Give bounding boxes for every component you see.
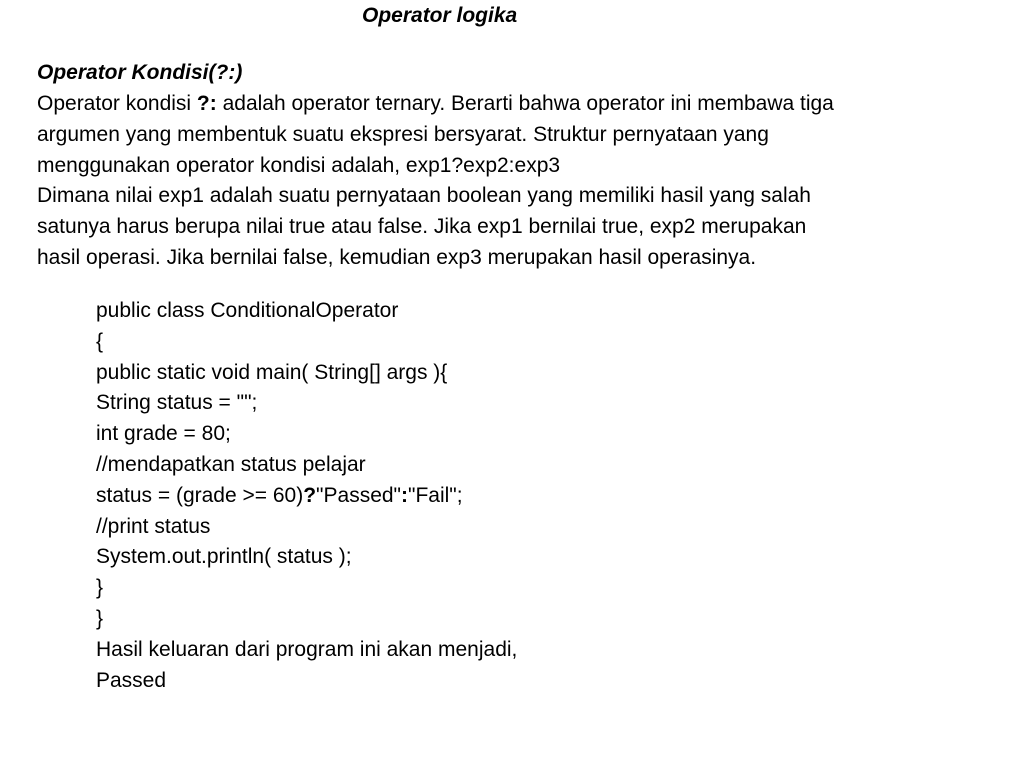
- description-text: adalah operator ternary. Berarti bahwa operator ini membawa tiga: [216, 92, 834, 115]
- slide-title: Operator logika: [362, 4, 518, 27]
- description-text: Operator kondisi: [37, 92, 197, 115]
- description-line-2: argumen yang membentuk suatu ekspresi bersyarat. Struktur pernyataan yang: [37, 122, 769, 146]
- code-line: }: [96, 606, 104, 630]
- description-paragraph: [37, 89, 1017, 274]
- section-heading: Operator Kondisi(?:): [37, 61, 243, 84]
- code-comment: //mendapatkan status pelajar: [96, 452, 366, 476]
- code-line-conditional: [96, 481, 517, 512]
- code-line: String status = "";: [96, 391, 258, 415]
- code-line: }: [96, 576, 104, 600]
- code-line: public static void main( String[] args ){: [96, 360, 448, 384]
- code-text: "Passed": [316, 483, 402, 507]
- code-line: {: [96, 329, 104, 353]
- code-line: public class ConditionalOperator: [96, 299, 399, 322]
- code-example: [96, 296, 517, 696]
- code-text: "Fail";: [408, 483, 463, 507]
- description-line-3: menggunakan operator kondisi adalah, exp1?exp2:exp3: [37, 153, 561, 177]
- output-value: Passed: [96, 668, 167, 692]
- ternary-colon: :: [401, 483, 409, 507]
- code-comment: //print status: [96, 514, 211, 538]
- code-line: System.out.println( status );: [96, 545, 352, 569]
- description-line-5: satunya harus berupa nilai true atau false. Jika exp1 bernilai true, exp2 merupakan: [37, 215, 807, 239]
- code-line: int grade = 80;: [96, 422, 231, 446]
- description-line-6: hasil operasi. Jika bernilai false, kemudian exp3 merupakan hasil operasinya.: [37, 245, 757, 269]
- description-line-4: Dimana nilai exp1 adalah suatu pernyataan boolean yang memiliki hasil yang salah: [37, 184, 811, 208]
- code-text: status = (grade >= 60): [96, 483, 304, 507]
- output-caption: Hasil keluaran dari program ini akan menjadi,: [96, 637, 518, 661]
- ternary-question-mark: ?: [303, 483, 317, 507]
- description-line-1: [37, 89, 1017, 120]
- operator-symbol: ?:: [196, 92, 217, 115]
